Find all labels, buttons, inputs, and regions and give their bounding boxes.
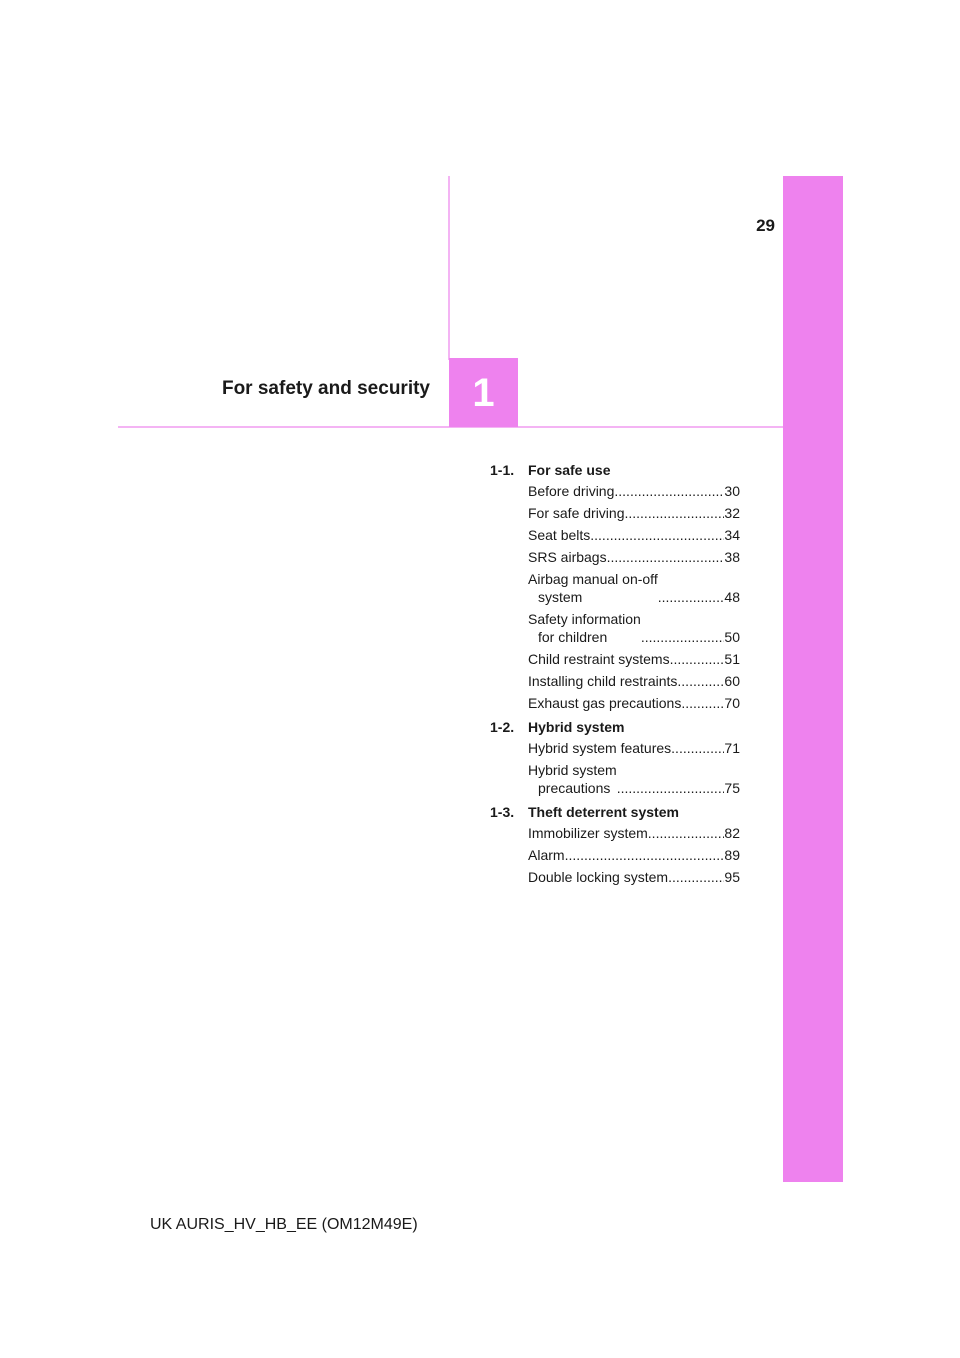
toc-entry[interactable] — [490, 524, 740, 546]
dot-leader — [607, 548, 725, 566]
toc-page-number: 51 — [724, 651, 740, 667]
toc-entry[interactable] — [490, 568, 740, 608]
toc-section-heading[interactable] — [490, 717, 740, 737]
dot-leader — [648, 824, 725, 842]
toc-entry-title-line: Hybrid system — [528, 762, 617, 778]
section-title: Hybrid system — [528, 719, 625, 735]
toc-entry-title-continuation: for children — [538, 629, 608, 645]
toc-page-number: 89 — [724, 847, 740, 863]
section-number: 1-3. — [490, 804, 515, 820]
dot-leader — [624, 504, 724, 522]
chapter-side-tab — [783, 176, 843, 1182]
toc-page-number: 30 — [724, 483, 740, 499]
toc-entry-title-continuation: precautions — [538, 780, 611, 796]
toc-entry-title — [528, 482, 614, 500]
toc-section-heading[interactable] — [490, 802, 740, 822]
dot-leader — [614, 482, 724, 500]
toc-entry-title — [528, 504, 624, 522]
toc-page-number: 75 — [724, 780, 740, 796]
section-number: 1-1. — [490, 462, 515, 478]
toc-page-number: 34 — [724, 527, 740, 543]
dot-leader — [681, 694, 724, 712]
toc-page-number: 32 — [724, 505, 740, 521]
toc-section — [490, 802, 740, 888]
toc-page-number: 60 — [724, 673, 740, 689]
toc-entry-title — [528, 761, 617, 797]
section-number: 1-2. — [490, 719, 515, 735]
dot-leader — [670, 650, 725, 668]
toc-section-heading[interactable] — [490, 460, 740, 480]
table-of-contents — [490, 460, 740, 891]
document-footer: UK AURIS_HV_HB_EE (OM12M49E) — [150, 1216, 418, 1233]
toc-page-number: 38 — [724, 549, 740, 565]
toc-page-number: 70 — [724, 695, 740, 711]
toc-entry-title-line: Seat belts — [528, 527, 591, 543]
toc-section — [490, 717, 740, 799]
toc-entry-title — [528, 694, 681, 712]
toc-entry-title-line: Double locking system — [528, 869, 669, 885]
toc-section — [490, 460, 740, 714]
toc-entry-title-line: SRS airbags — [528, 549, 607, 565]
toc-page-number: 71 — [724, 740, 740, 756]
section-title: For safe use — [528, 462, 611, 478]
toc-entry-title — [528, 846, 565, 864]
toc-page-number: 48 — [724, 589, 740, 605]
toc-entry[interactable] — [490, 822, 740, 844]
toc-entry-title — [528, 672, 677, 690]
toc-entry-title-line: Child restraint systems — [528, 651, 670, 667]
toc-entry-title — [528, 548, 607, 566]
dot-leader — [590, 526, 724, 544]
toc-entry-title-continuation: system — [538, 589, 583, 605]
section-title: Theft deterrent system — [528, 804, 679, 820]
toc-entry-title — [528, 610, 641, 646]
toc-page-number: 95 — [724, 869, 740, 885]
toc-page-number: 82 — [724, 825, 740, 841]
toc-entry-title-line: Hybrid system features — [528, 740, 672, 756]
toc-entry[interactable] — [490, 759, 740, 799]
toc-entry[interactable] — [490, 608, 740, 648]
toc-entry[interactable] — [490, 546, 740, 568]
toc-entry-title — [528, 650, 670, 668]
toc-entry-title-line: For safe driving — [528, 505, 625, 521]
dot-leader — [617, 779, 725, 797]
toc-entry[interactable] — [490, 502, 740, 524]
chapter-number: 1 — [472, 370, 495, 415]
toc-entry-title-line: Installing child restraints — [528, 673, 678, 689]
toc-entry-title-line: Before driving — [528, 483, 615, 499]
dot-leader — [658, 588, 725, 606]
toc-entry[interactable] — [490, 692, 740, 714]
toc-entry[interactable] — [490, 670, 740, 692]
toc-entry-title-line: Exhaust gas precautions — [528, 695, 682, 711]
toc-entry[interactable] — [490, 648, 740, 670]
toc-entry-title-line: Airbag manual on-off — [528, 571, 658, 587]
dot-leader — [677, 672, 724, 690]
toc-entry-title-line: Alarm — [528, 847, 565, 863]
dot-leader — [641, 628, 725, 646]
dot-leader — [671, 739, 724, 757]
toc-entry-title — [528, 739, 671, 757]
page-number: 29 — [756, 216, 775, 235]
toc-entry-title — [528, 824, 648, 842]
dot-leader — [565, 846, 725, 864]
toc-entry-title — [528, 570, 658, 606]
chapter-title: For safety and security — [221, 378, 430, 399]
chapter-number-box — [449, 358, 518, 427]
toc-entry[interactable] — [490, 737, 740, 759]
toc-entry-title — [528, 526, 590, 544]
toc-page-number: 50 — [724, 629, 740, 645]
toc-entry-title — [528, 868, 668, 886]
toc-entry-title-line: Immobilizer system — [528, 825, 648, 841]
vertical-divider — [448, 176, 450, 360]
toc-entry[interactable] — [490, 844, 740, 866]
toc-entry-title-line: Safety information — [528, 611, 641, 627]
toc-entry[interactable] — [490, 866, 740, 888]
dot-leader — [668, 868, 724, 886]
toc-entry[interactable] — [490, 480, 740, 502]
